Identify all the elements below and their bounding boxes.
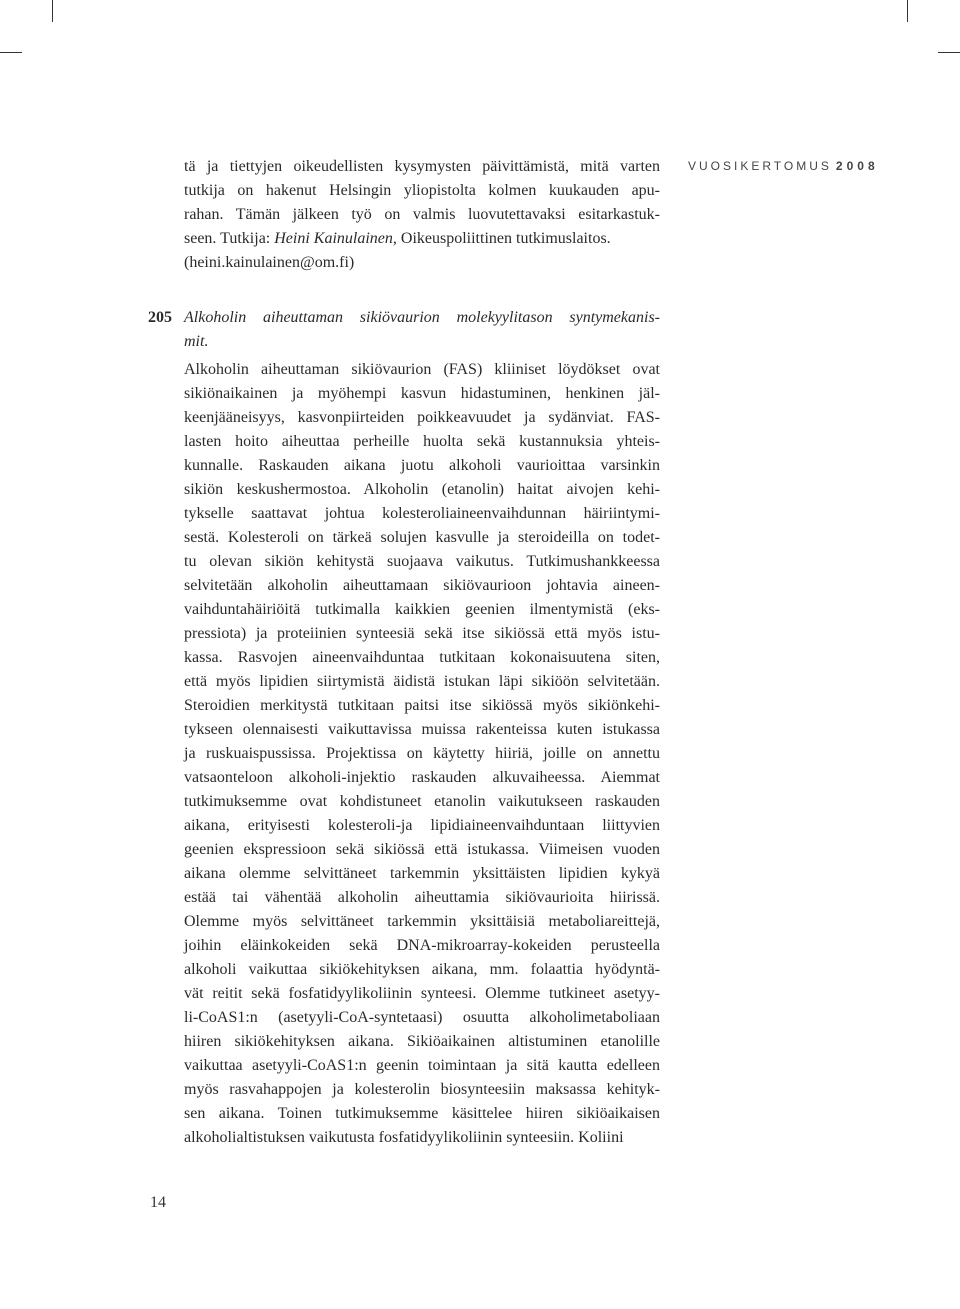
body-line: sikiön keskushermostoa. Alkoholin (etanolin) haitat aivojen kehi- xyxy=(184,481,660,498)
body-line: alkoholialtistuksen vaikutusta fosfatidyylikoliinin synteesiin. Koliini xyxy=(184,1129,624,1146)
researcher-name: Heini Kainulainen xyxy=(274,230,393,247)
body-line: vät reitit sekä fosfatidyylikoliinin synteesi. Olemme tutkineet asetyy- xyxy=(184,985,660,1002)
body-line: tykselle saattavat johtua kolesteroliaineenvaihdunnan häiriintymi- xyxy=(184,505,660,522)
body-line: sen aikana. Toinen tutkimuksemme käsittelee hiiren sikiöaikaisen xyxy=(184,1105,660,1122)
body-line: Olemme myös selvittäneet tarkemmin yksittäisiä metaboliareittejä, xyxy=(184,913,660,930)
page-number: 14 xyxy=(150,1194,166,1211)
body-line: sestä. Kolesteroli on tärkeä solujen kasvulle ja steroideilla on todet- xyxy=(184,529,660,546)
crop-mark xyxy=(907,0,908,22)
body-line: myös rasvahappojen ja kolesterolin biosynteesiin maksassa kehityk- xyxy=(184,1081,660,1098)
body-line: tutkimuksemme ovat kohdistuneet etanolin vaikutukseen raskauden xyxy=(184,793,660,810)
title-line: mit. xyxy=(184,333,209,350)
header-label: VUOSIKERTOMUS xyxy=(688,159,832,173)
body-line: tykseen olennaisesti vaikuttavissa muissa rakenteissa kuten istukassa xyxy=(184,721,660,738)
body-line: kunnalle. Raskauden aikana juotu alkoholi vaurioittaa varsinkin xyxy=(184,457,660,474)
researcher-line xyxy=(184,227,660,251)
body-line: Steroidien merkitystä tutkitaan paitsi itse sikiössä myös sikiönkehi- xyxy=(184,697,660,714)
title-line: Alkoholin aiheuttaman sikiövaurion molekyylitason syntymekanis- xyxy=(184,309,660,326)
researcher-prefix: seen. Tutkija: xyxy=(184,230,275,247)
intro-paragraph xyxy=(184,155,660,275)
crop-mark xyxy=(938,52,960,53)
body-line: hiiren sikiökehityksen aikana. Sikiöaikainen altistuminen etanolille xyxy=(184,1033,660,1050)
body-line: li-CoAS1:n (asetyyli-CoA-syntetaasi) osuutta alkoholimetaboliaan xyxy=(184,1009,660,1026)
body-line: vaikuttaa asetyyli-CoAS1:n geenin toimintaan ja sitä kautta edelleen xyxy=(184,1057,660,1074)
body-line: estää tai vähentää alkoholin aiheuttamia sikiövaurioita hiirissä. xyxy=(184,889,660,906)
body-line: ja ruskuaispussissa. Projektissa on käytetty hiiriä, joille on annettu xyxy=(184,745,660,762)
body-line: vaihduntahäiriöitä tutkimalla kaikkien geenien ilmentymistä (eks- xyxy=(184,601,660,618)
researcher-email: (heini.kainulainen@om.fi) xyxy=(184,254,355,271)
body-line: selvitetään alkoholin aiheuttamaan sikiövaurioon johtavia aineen- xyxy=(184,577,660,594)
text-line: tutkija on hakenut Helsingin yliopistolta kolmen kuukauden apu- xyxy=(184,182,660,199)
body-line: pressiota) ja proteiinien synteesiä sekä itse sikiössä että myös istu- xyxy=(184,625,660,642)
body-line: tu olevan sikiön kehitystä suojaava vaikutus. Tutkimushankkeessa xyxy=(184,553,660,570)
body-line: joihin eläinkokeiden sekä DNA-mikroarray-kokeiden perusteella xyxy=(184,937,660,954)
body-line: sikiönaikainen ja myöhempi kasvun hidastuminen, henkinen jäl- xyxy=(184,385,660,402)
body-line: kassa. Rasvojen aineenvaihduntaa tutkitaan kokonaisuutena siten, xyxy=(184,649,660,666)
body-line: geenien ekspressioon sekä sikiössä että istukassa. Viimeisen vuoden xyxy=(184,841,660,858)
item-number: 205 xyxy=(148,309,172,326)
item-title xyxy=(184,306,660,354)
body-line: vatsaonteloon alkoholi-injektio raskauden alkuvaiheessa. Aiemmat xyxy=(184,769,660,786)
body-line: aikana olemme selvittäneet tarkemmin yksittäisten lipidien kykyä xyxy=(184,865,660,882)
text-line: tä ja tiettyjen oikeudellisten kysymysten päivittämistä, mitä varten xyxy=(184,158,660,175)
researcher-affiliation: , Oikeuspoliittinen tutkimuslaitos. xyxy=(392,230,611,247)
body-line: aikana, erityisesti kolesteroli-ja lipidiaineenvaihduntaan liittyvien xyxy=(184,817,660,834)
body-line: alkoholi vaikuttaa sikiökehityksen aikana, mm. folaattia hyödyntä- xyxy=(184,961,660,978)
body-line: keenjääneisyys, kasvonpiirteiden poikkeavuudet ja sydänviat. FAS- xyxy=(184,409,660,426)
body-line: että myös lipidien siirtymistä äidistä istukan läpi sikiöön selvitetään. xyxy=(184,673,660,690)
running-header xyxy=(688,159,879,173)
text-line: rahan. Tämän jälkeen työ on valmis luovutettavaksi esitarkastuk- xyxy=(184,206,660,223)
body-line: lasten hoito aiheuttaa perheille huolta sekä kustannuksia yhteis- xyxy=(184,433,660,450)
crop-mark xyxy=(0,52,22,53)
crop-mark xyxy=(52,0,53,22)
body-line: Alkoholin aiheuttaman sikiövaurion (FAS) kliiniset löydökset ovat xyxy=(184,361,660,378)
item-body xyxy=(184,358,660,1150)
header-year: 2008 xyxy=(835,159,879,173)
